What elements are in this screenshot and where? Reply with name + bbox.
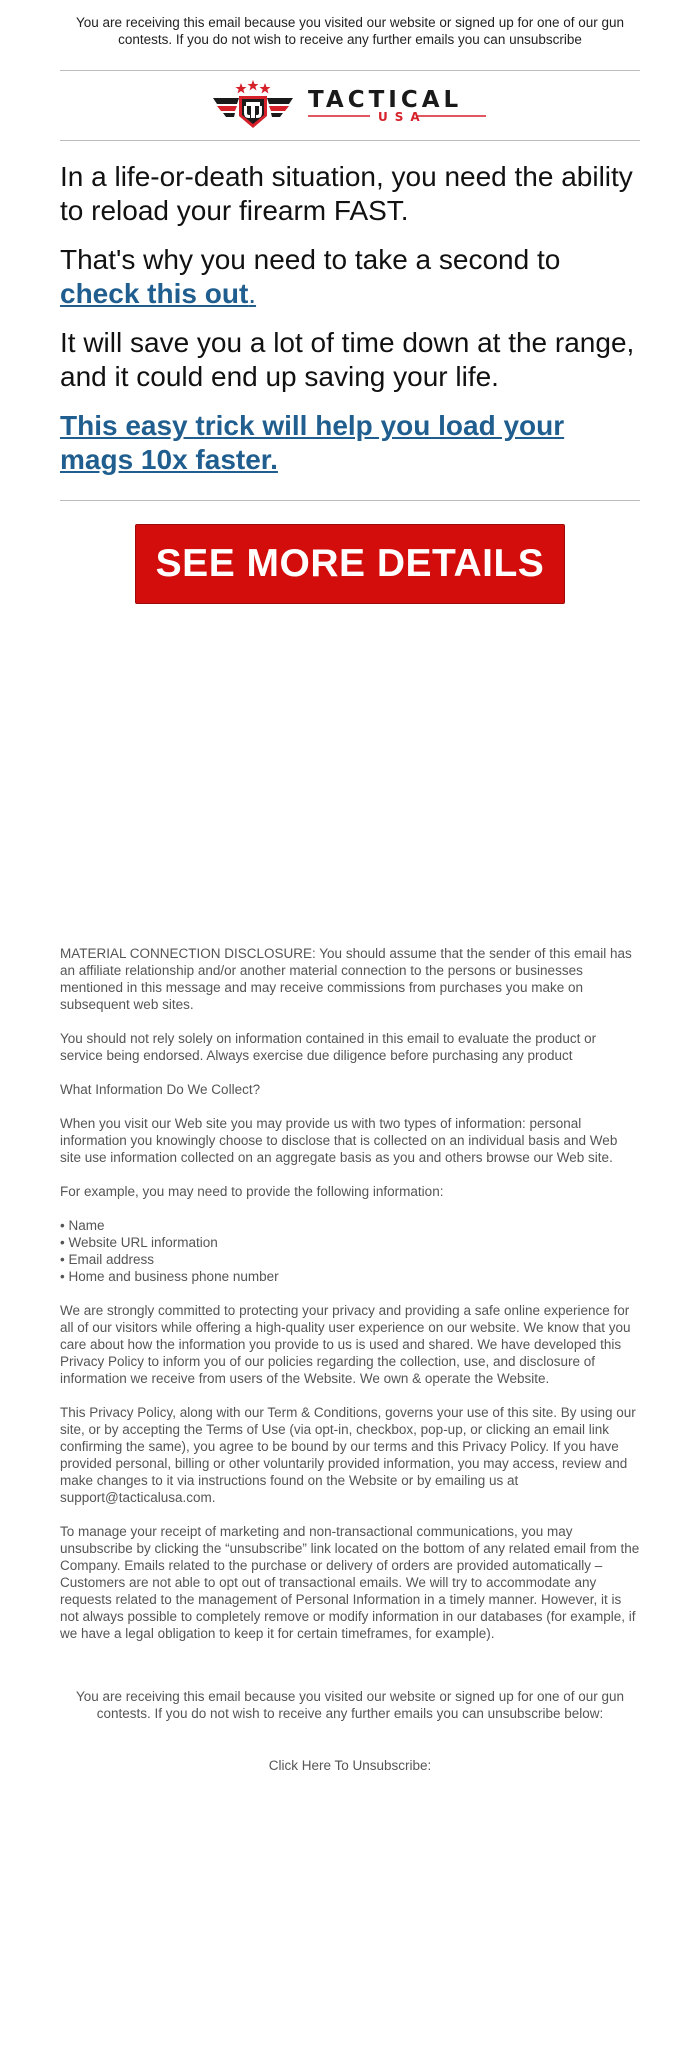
rely-text: You should not rely solely on information contained in this email to evaluate the product or service being endorsed. Always exercise due diligence before purchasing any product <box>60 1031 597 1063</box>
list-item: • Name <box>60 1218 105 1233</box>
footer-notice: You are receiving this email because you visited our website or signed up for one of our gun contests. If you do not wish to receive any further emails you can unsubscribe below: <box>75 1689 625 1721</box>
intro-paragraph: In a life-or-death situation, you need the ability to reload your firearm FAST. <box>60 161 633 226</box>
info-question: What Information Do We Collect? <box>60 1082 261 1097</box>
logo-sub-text: USA <box>378 110 427 124</box>
check-paragraph <box>60 243 640 311</box>
brand-logo[interactable] <box>213 80 488 132</box>
commitment-text: We are strongly committed to protecting your privacy and providing a safe online experience for all of our visitors while offering a high-quality user experience on our website. We know that you care about how the information you provide to us is used and shared. We have developed this Privacy Policy to inform you of our policies regarding the collection, use, and disclosure of information we receive from users of the Website. We own & operate the Website. <box>60 1303 631 1386</box>
disclosure-text: MATERIAL CONNECTION DISCLOSURE: You should assume that the sender of this email has an affiliate relationship and/or another material connection to the persons or businesses mentioned in this message and may receive commissions from purchases you make on subsequent web sites. <box>60 946 632 1012</box>
check-link-period[interactable]: . <box>248 278 257 309</box>
logo-emblem-icon <box>213 80 488 132</box>
logo-brand-text: TACTICAL <box>308 87 463 113</box>
list-item: • Website URL information <box>60 1235 218 1250</box>
info-types-text: When you visit our Web site you may provide us with two types of information: personal information you knowingly choose to disclose that is collected on an individual basis and Web site use information collected on an aggregate basis as you and others browse our Web site. <box>60 1116 618 1165</box>
example-text: For example, you may need to provide the following information: <box>60 1184 444 1199</box>
legal-section <box>60 945 640 1659</box>
save-time-paragraph: It will save you a lot of time down at the range, and it could end up saving your life. <box>60 327 635 392</box>
manage-text: To manage your receipt of marketing and non-transactional communications, you may unsubscribe by clicking the “unsubscribe” link located on the bottom of any related email from the Company. Emails related to the purchase or delivery of orders are provided automatically – Customers are not able to opt out of transactional emails. We will try to accommodate any requests related to the management of Personal Information in a timely manner. However, it is not always possible to completely remove or modify information in our databases (for example, if we have a legal obligation to keep it for certain timeframes, for example). <box>60 1524 640 1641</box>
see-more-details-button[interactable]: SEE MORE DETAILS <box>135 524 565 604</box>
header-notice: You are receiving this email because you visited our website or signed up for one of our gun contests. If you do not wish to receive any further emails you can unsubscribe <box>75 15 625 47</box>
divider-top <box>60 70 640 71</box>
easy-trick-link[interactable]: This easy trick will help you load your mags 10x faster. <box>60 410 565 475</box>
info-list <box>60 1217 640 1285</box>
check-paragraph-text: That's why you need to take a second to <box>60 244 561 275</box>
policy-text: This Privacy Policy, along with our Term & Conditions, governs your use of this site. By using our site, or by accepting the Terms of Use (via opt-in, checkbox, pop-up, or clicking an email link confirming the same), you agree to be bound by our terms and this Privacy Policy. If you have provided personal, billing or other voluntarily provided information, you may access, review and make changes to it via instructions found on the Website or by emailing us at support@tacticalusa.com. <box>60 1405 636 1505</box>
unsubscribe-link[interactable]: Click Here To Unsubscribe: <box>268 1758 432 1773</box>
list-item: • Email address <box>60 1252 155 1267</box>
trick-paragraph <box>60 409 640 477</box>
divider-cta <box>60 500 640 501</box>
list-item: • Home and business phone number <box>60 1269 279 1284</box>
check-this-out-link[interactable]: check this out <box>60 278 249 309</box>
divider-logo <box>60 140 640 141</box>
